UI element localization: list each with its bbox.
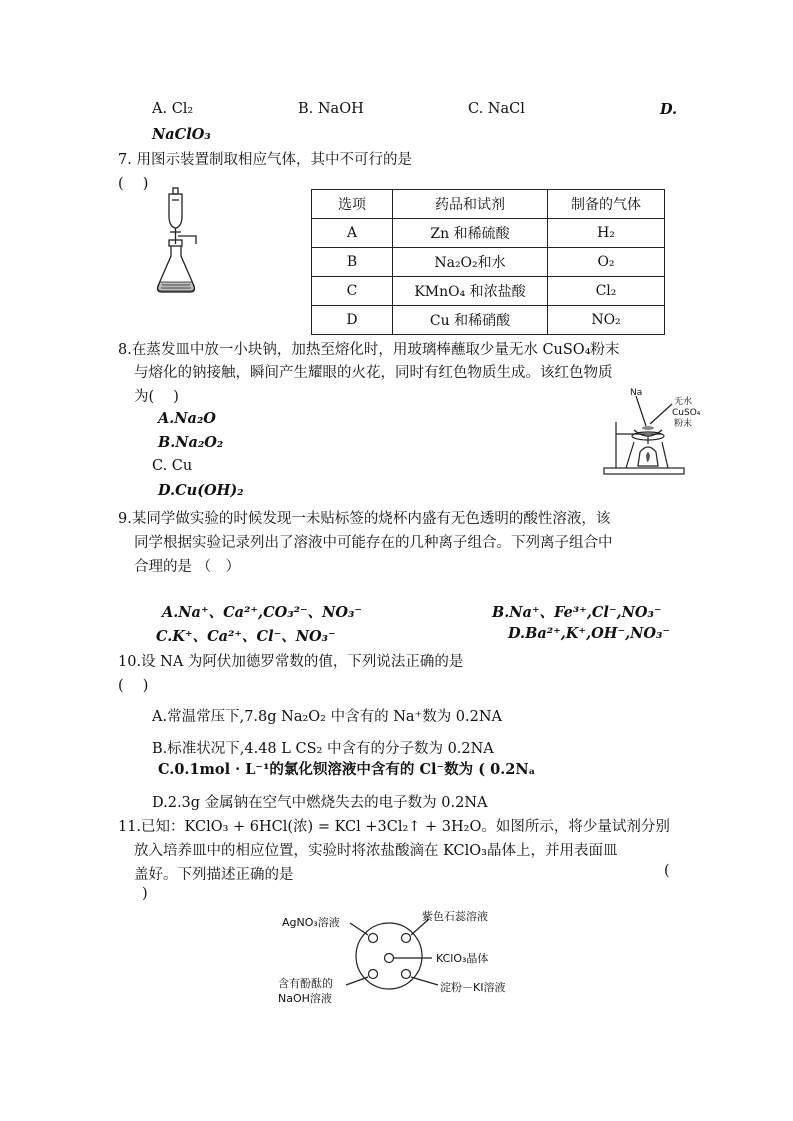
q6-option-d-value: NaClO₃ — [152, 126, 211, 143]
q9-stem-line-3: 合理的是 （ ） — [134, 559, 241, 575]
q10-stem: 10.设 NA 为阿伏加德罗常数的值，下列说法正确的是 — [118, 654, 464, 670]
q11-figure-label-agno3: AgNO₃溶液 — [282, 916, 340, 929]
q8-figure-label-cuso4: CuSO₄ — [672, 408, 701, 418]
table-header-cell: 制备的气体 — [548, 190, 665, 219]
q11-answer-paren-open: ( — [664, 863, 670, 879]
table-row — [312, 306, 665, 335]
petri-dish-figure — [270, 905, 532, 1005]
table-cell: Na₂O₂和水 — [393, 248, 548, 277]
q7-reagent-table — [311, 189, 665, 335]
q8-stem-line-2: 与熔化的钠接触，瞬间产生耀眼的火花，同时有红色物质生成。该红色物质 — [134, 365, 613, 381]
q7-answer-paren: ( ) — [118, 176, 149, 192]
q9-option-d: D.Ba²⁺,K⁺,OH⁻,NO₃⁻ — [508, 625, 671, 642]
q8-option-b: B.Na₂O₂ — [158, 434, 224, 451]
q6-option-b: B. NaOH — [298, 101, 364, 117]
q9-option-a: A.Na⁺、Ca²⁺,CO₃²⁻、NO₃⁻ — [162, 604, 363, 621]
table-cell: Cu 和稀硝酸 — [393, 306, 548, 335]
q11-answer-paren-close: ) — [142, 886, 148, 902]
separatory-funnel-flask-figure — [150, 186, 206, 298]
table-row — [312, 277, 665, 306]
table-cell: Cl₂ — [548, 277, 665, 306]
q11-figure-label-litmus: 紫色石蕊溶液 — [422, 910, 488, 923]
table-header-row — [312, 190, 665, 219]
q8-figure-label-anhydrous: 无水 — [674, 397, 693, 407]
table-cell: D — [312, 306, 393, 335]
q10-option-c: C.0.1mol · L⁻¹的氯化钡溶液中含有的 Cl⁻数为 ( 0.2Nₐ — [158, 761, 536, 778]
table-cell: O₂ — [548, 248, 665, 277]
q10-option-d: D.2.3g 金属钠在空气中燃烧失去的电子数为 0.2NA — [152, 795, 488, 811]
table-cell: H₂ — [548, 219, 665, 248]
q8-figure-label-powder: 粉末 — [674, 419, 693, 429]
table-cell: NO₂ — [548, 306, 665, 335]
q8-stem-line-3: 为( ) — [134, 389, 179, 405]
q11-stem-line-1: 11.已知：KClO₃ + 6HCl(浓) = KCl +3Cl₂↑ + 3H₂O。如图所示，将少量试剂分别 — [118, 819, 670, 835]
q9-stem-line-1: 9.某同学做实验的时候发现一未贴标签的烧杯内盛有无色透明的酸性溶液，该 — [118, 511, 611, 527]
q8-option-c: C. Cu — [152, 458, 193, 474]
q11-figure-label-ki: 淀粉－KI溶液 — [440, 981, 506, 994]
q10-option-a: A.常温常压下,7.8g Na₂O₂ 中含有的 Na⁺数为 0.2NA — [152, 709, 503, 725]
q9-stem-line-2: 同学根据实验记录列出了溶液中可能存在的几种离子组合。下列离子组合中 — [134, 535, 613, 551]
q9-option-c: C.K⁺、Ca²⁺、Cl⁻、NO₃⁻ — [156, 628, 336, 645]
q7-stem: 7. 用图示装置制取相应气体，其中不可行的是 — [118, 152, 412, 168]
q11-figure-label-kclo3: KClO₃晶体 — [436, 952, 489, 965]
q11-stem-line-2: 放入培养皿中的相应位置，实验时将浓盐酸滴在 KClO₃晶体上，并用表面皿 — [134, 843, 618, 859]
table-cell: B — [312, 248, 393, 277]
q8-figure-label-na: Na — [630, 388, 643, 398]
q10-option-b: B.标准状况下,4.48 L CS₂ 中含有的分子数为 0.2NA — [152, 741, 494, 757]
q11-figure-label-naoh-line-1: 含有酚酞的 — [278, 977, 333, 990]
q11-figure-label-naoh-line-2: NaOH溶液 — [278, 992, 332, 1005]
table-header-cell: 选项 — [312, 190, 393, 219]
table-cell: KMnO₄ 和浓盐酸 — [393, 277, 548, 306]
q6-option-d: D. — [660, 101, 678, 118]
q6-option-a: A. Cl₂ — [152, 101, 194, 117]
q8-option-a: A.Na₂O — [158, 410, 216, 427]
table-cell: Zn 和稀硫酸 — [393, 219, 548, 248]
table-row — [312, 219, 665, 248]
table-cell: A — [312, 219, 393, 248]
q9-option-b: B.Na⁺、Fe³⁺,Cl⁻,NO₃⁻ — [492, 604, 662, 621]
table-cell: C — [312, 277, 393, 306]
table-header-cell: 药品和试剂 — [393, 190, 548, 219]
q8-option-d: D.Cu(OH)₂ — [158, 482, 244, 499]
q8-stem-line-1: 8.在蒸发皿中放一小块钠，加热至熔化时，用玻璃棒蘸取少量无水 CuSO₄粉末 — [118, 342, 620, 358]
q11-stem-line-3: 盖好。下列描述正确的是 — [134, 867, 294, 883]
q6-option-c: C. NaCl — [468, 101, 525, 117]
evaporating-dish-figure — [602, 386, 701, 476]
q10-answer-paren: ( ) — [118, 678, 149, 694]
table-row — [312, 248, 665, 277]
